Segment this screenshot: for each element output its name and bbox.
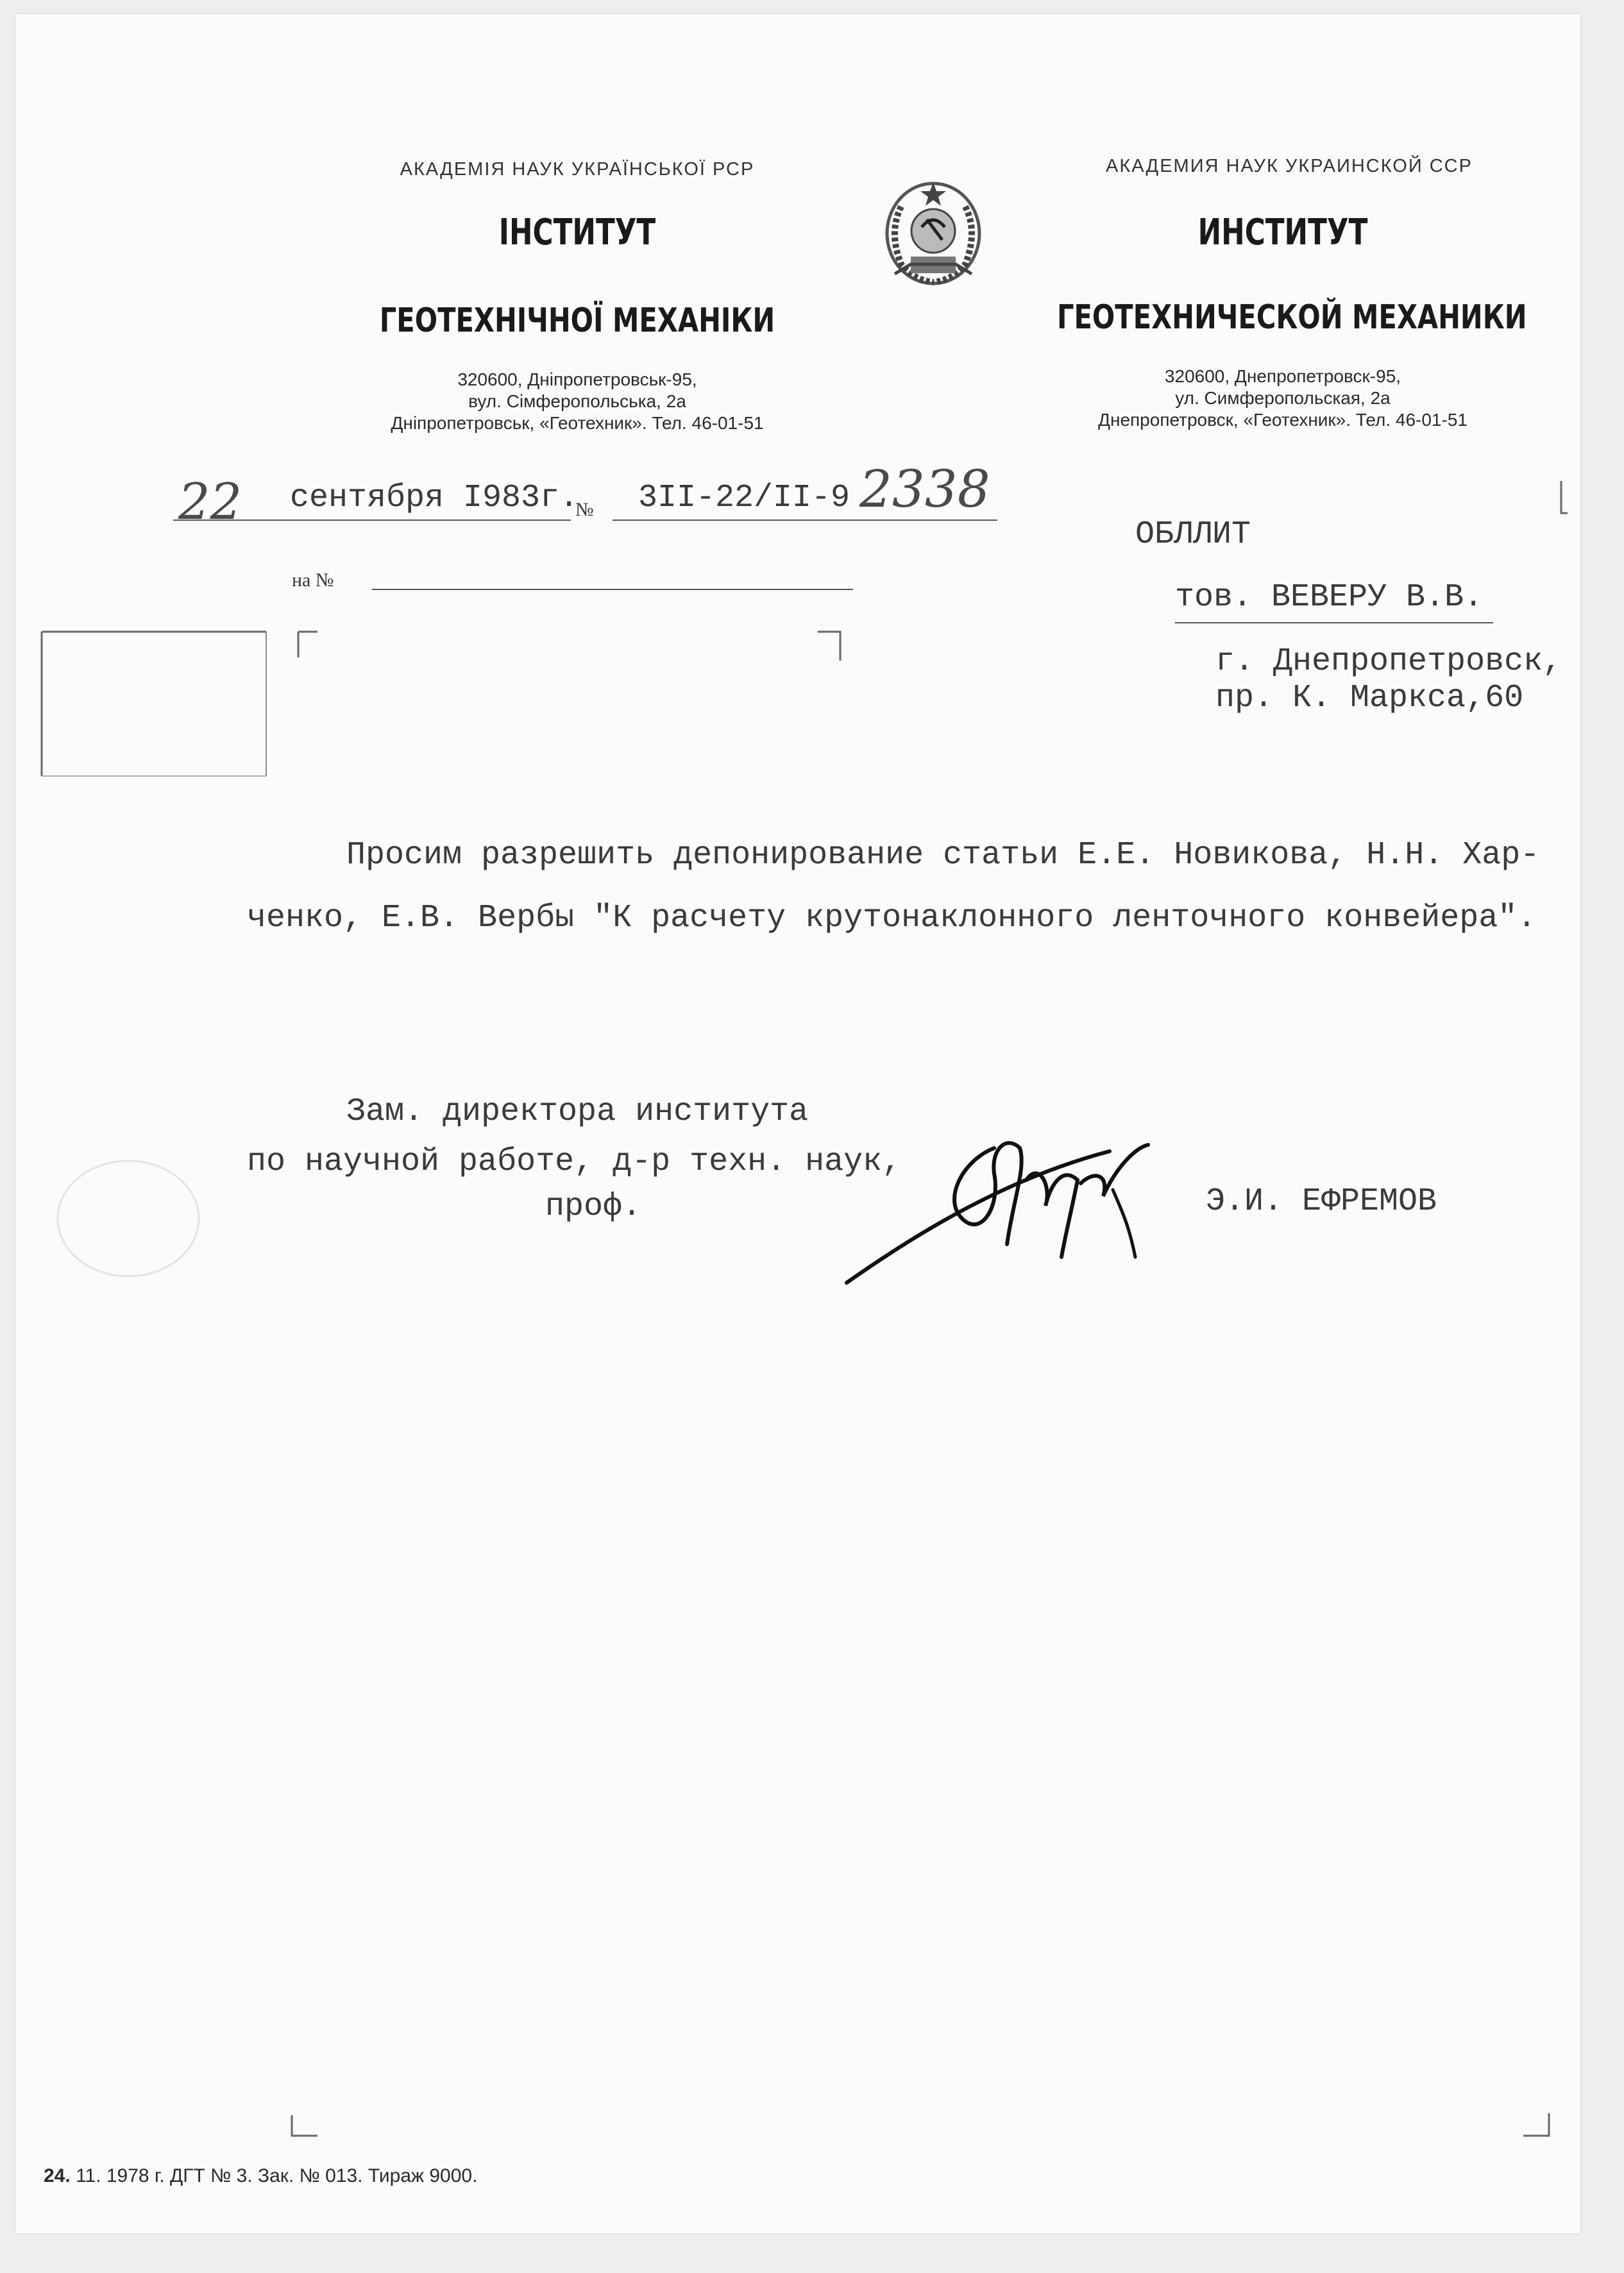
body-line-1: Просим разрешить депонирование статьи Е.Е. Новикова, Н.Н. Хар- bbox=[346, 837, 1540, 874]
recipient-city: г. Днепропетровск, bbox=[1215, 643, 1562, 680]
signer-title-line-1: Зам. директора института bbox=[346, 1094, 809, 1130]
address-ukrainian-line3: Дніпропетровськ, «Геотехник». Тел. 46-01-51 bbox=[391, 413, 764, 433]
faint-stamp-mark bbox=[51, 1154, 205, 1283]
reference-number-typed: 3II-22/II-9 bbox=[638, 480, 850, 516]
date-typed: сентября I983г. bbox=[290, 480, 579, 516]
address-russian-line1: 320600, Днепропетровск-95, bbox=[1164, 366, 1401, 386]
date-day-handwritten: 22 bbox=[178, 473, 242, 531]
recipient-person: тов. ВЕВЕРУ В.В. bbox=[1175, 579, 1484, 616]
institute-label-russian: ИНСТИТУТ bbox=[1197, 212, 1368, 253]
na-label: на № bbox=[292, 570, 334, 591]
signer-name: Э.И. ЕФРЕМОВ bbox=[1206, 1183, 1437, 1220]
ussr-state-emblem-icon bbox=[875, 168, 991, 296]
bottom-corner-marks bbox=[282, 2110, 1559, 2149]
institute-label-ukrainian: ІНСТИТУТ bbox=[498, 212, 656, 253]
address-ukrainian-line2: вул. Сімферопольська, 2а bbox=[468, 391, 686, 411]
right-edge-mark bbox=[1556, 478, 1569, 516]
academy-name-ukrainian: АКАДЕМІЯ НАУК УКРАЇНСЬКОЇ РСР bbox=[400, 159, 755, 180]
address-russian-line2: ул. Симферопольская, 2а bbox=[1175, 388, 1391, 408]
body-line-2: ченко, Е.В. Вербы "К расчету крутонаклонного ленточного конвейера". bbox=[247, 900, 1537, 936]
reference-number-handwritten: 2338 bbox=[859, 459, 990, 519]
print-footer-rest: 11. 1978 г. ДГТ № 3. Зак. № 013. Тираж 9000. bbox=[76, 2165, 478, 2186]
recipient-person-underline bbox=[1175, 622, 1493, 623]
signer-title-line-2: по научной работе, д-р техн. наук, bbox=[247, 1144, 902, 1180]
reference-underline bbox=[613, 520, 997, 521]
handwritten-signature bbox=[834, 1110, 1167, 1296]
print-footer bbox=[44, 2165, 477, 2187]
number-sign: № bbox=[575, 499, 594, 520]
institute-name-russian: ГЕОТЕХНИЧЕСКОЙ МЕХАНИКИ bbox=[1057, 298, 1527, 337]
address-window-marks bbox=[38, 622, 859, 782]
recipient-organization: ОБЛЛИТ bbox=[1135, 516, 1251, 553]
recipient-street: пр. К. Маркса,60 bbox=[1215, 680, 1524, 716]
date-underline bbox=[173, 520, 571, 521]
signer-title-line-3: проф. bbox=[545, 1188, 642, 1225]
address-russian-line3: Днепропетровск, «Геотехник». Тел. 46-01-51 bbox=[1098, 410, 1468, 430]
na-underline bbox=[372, 589, 853, 590]
address-ukrainian-line1: 320600, Дніпропетровськ-95, bbox=[457, 369, 697, 389]
academy-name-russian: АКАДЕМИЯ НАУК УКРАИНСКОЙ ССР bbox=[1106, 156, 1473, 176]
print-footer-day: 24. bbox=[44, 2165, 71, 2186]
institute-name-ukrainian: ГЕОТЕХНІЧНОЇ МЕХАНІКИ bbox=[379, 301, 775, 340]
